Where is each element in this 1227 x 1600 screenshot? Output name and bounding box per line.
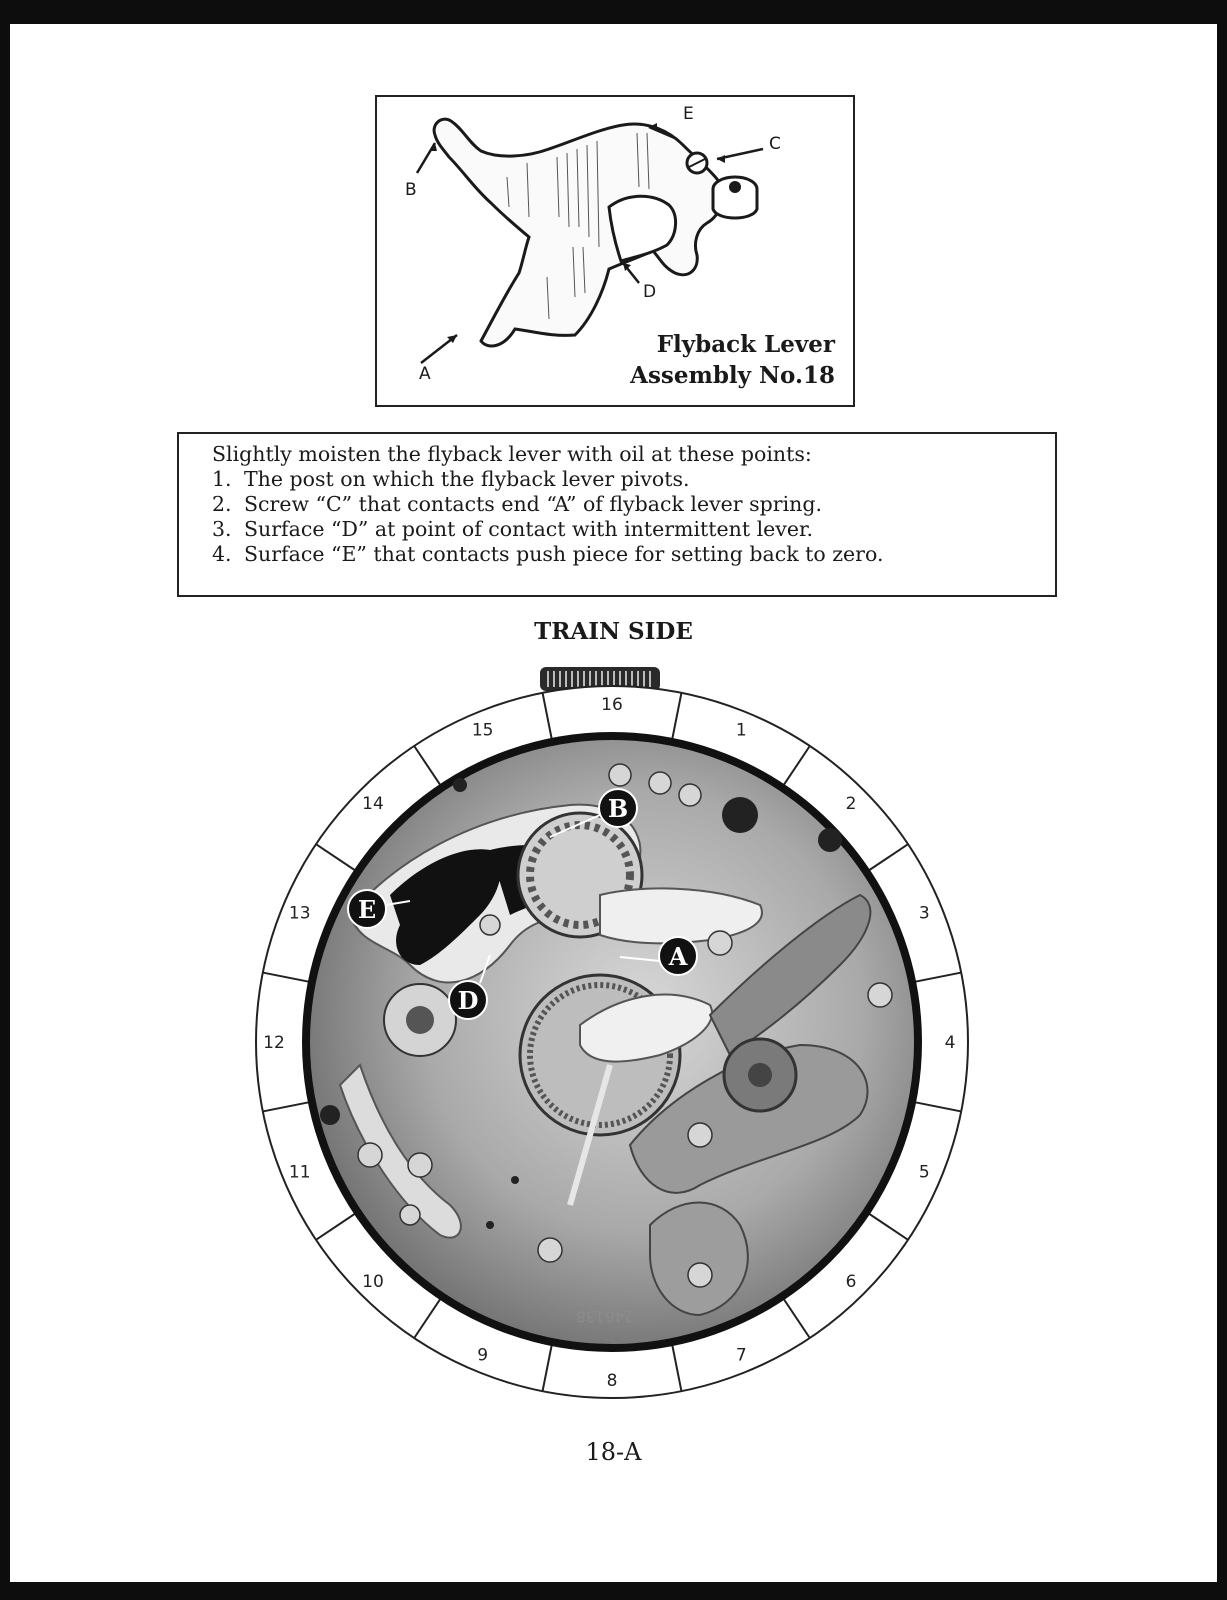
item-text: Screw “C” that contacts end “A” of flyback lever spring. <box>244 492 822 516</box>
item-text: Surface “E” that contacts push piece for setting back to zero. <box>244 542 884 566</box>
marker-d: D <box>457 986 479 1015</box>
dial-number: 9 <box>477 1345 489 1366</box>
marker-b: B <box>607 794 629 823</box>
flyback-lever-figure <box>375 95 855 407</box>
dial-number: 8 <box>606 1371 618 1391</box>
oiling-instructions <box>177 432 1057 597</box>
caption-line-2: Assembly No.18 <box>630 362 835 389</box>
dial-number: 11 <box>288 1162 311 1183</box>
lever-outline <box>434 119 722 346</box>
dial-drawing <box>240 665 1000 1400</box>
list-item <box>212 492 1045 517</box>
list-item <box>212 542 1045 567</box>
callout-c: C <box>769 134 781 154</box>
instructions-list <box>212 467 1045 567</box>
dial-number: 5 <box>918 1162 930 1183</box>
dial-number: 6 <box>845 1272 857 1293</box>
dial-number: 3 <box>918 903 930 924</box>
dial-number: 14 <box>362 793 384 814</box>
callout-e: E <box>683 104 694 124</box>
dial-number: 12 <box>263 1033 285 1053</box>
item-text: Surface “D” at point of contact with intermittent lever. <box>244 517 814 541</box>
dial-number: 2 <box>845 793 857 814</box>
dial-number: 1 <box>735 720 747 741</box>
item-number: 2. <box>212 492 232 516</box>
callout-b: B <box>405 180 417 200</box>
item-number: 4. <box>212 542 232 566</box>
marker-a: A <box>668 942 688 971</box>
train-side-dial <box>240 665 1000 1400</box>
page-frame-bottom <box>0 1582 1227 1600</box>
item-number: 3. <box>212 517 232 541</box>
list-item <box>212 467 1045 492</box>
figure-caption <box>630 329 835 391</box>
engraving: 246138 <box>576 1307 634 1326</box>
dial-number: 7 <box>735 1345 747 1366</box>
caption-line-1: Flyback Lever <box>656 331 835 358</box>
page-number: 18-A <box>585 1438 642 1466</box>
page-frame-left <box>0 0 10 1600</box>
section-title: TRAIN SIDE <box>534 618 693 645</box>
page-frame-right <box>1217 0 1227 1600</box>
page-frame-top <box>0 0 1227 24</box>
dial-number: 4 <box>944 1033 956 1053</box>
item-number: 1. <box>212 467 232 491</box>
dial-number: 16 <box>601 695 623 715</box>
callout-d: D <box>643 282 657 302</box>
dial-number: 13 <box>288 903 311 924</box>
marker-e: E <box>357 895 377 924</box>
item-text: The post on which the flyback lever pivots. <box>244 467 690 491</box>
callout-a: A <box>419 364 431 384</box>
dial-number: 10 <box>362 1272 384 1293</box>
list-item <box>212 517 1045 542</box>
instructions-lead: Slightly moisten the flyback lever with oil at these points: <box>212 442 812 466</box>
dial-number: 15 <box>471 720 494 741</box>
